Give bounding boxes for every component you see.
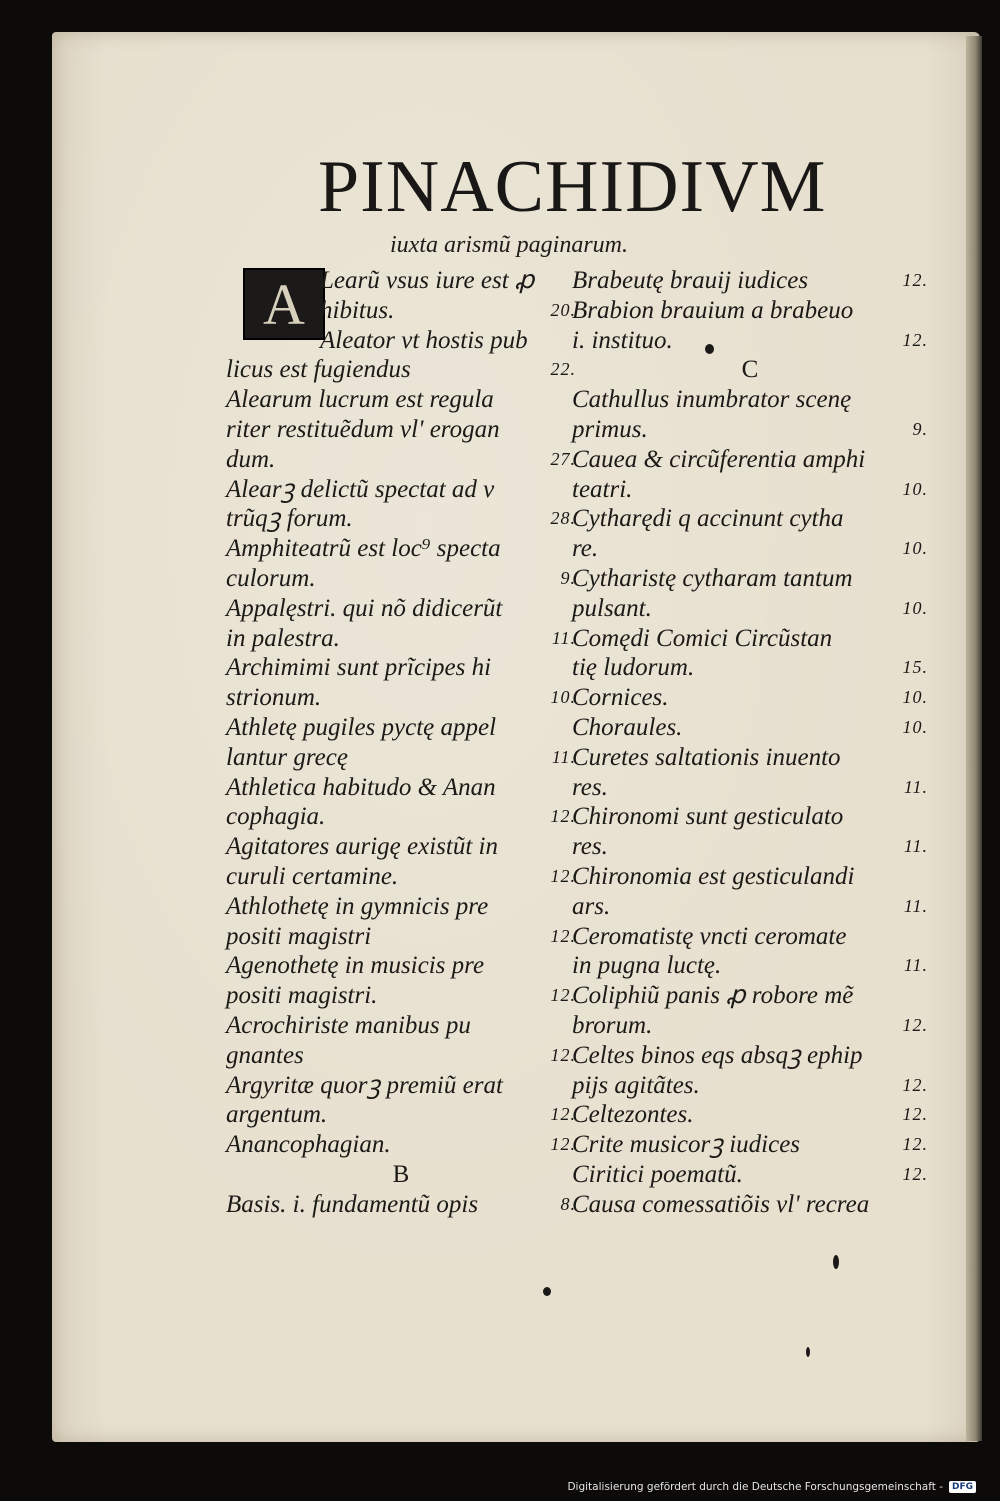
index-entry-text: riter restituẽdum vl' erogan	[226, 415, 500, 443]
page-number: 15.	[902, 657, 928, 678]
page-number: 27.	[550, 448, 576, 469]
index-entry-text: lantur grecę	[226, 743, 348, 771]
index-line	[226, 266, 576, 296]
index-line	[226, 1100, 576, 1130]
index-entry-text: Cytharędi q accinunt cytha	[572, 505, 844, 533]
index-entry-text: B	[392, 1160, 410, 1188]
page-number: 11.	[903, 955, 928, 976]
page-number: 10.	[902, 597, 928, 618]
page-subtitle: iuxta arismũ paginarum.	[390, 232, 629, 258]
index-entry-text: re.	[572, 535, 599, 563]
index-line	[226, 355, 576, 385]
page-number: 28.	[550, 508, 576, 529]
index-line	[226, 951, 576, 981]
page-number: 10.	[902, 478, 928, 499]
index-entry-text: Ciritici poematũ.	[572, 1160, 743, 1188]
page-number: 22.	[550, 359, 576, 380]
index-line	[572, 266, 928, 296]
ink-spot	[806, 1347, 810, 1357]
index-entry-text: Cauea & circũferentia amphi	[572, 445, 866, 473]
index-entry-text: res.	[572, 833, 608, 861]
index-entry-text: pijs agitãtes.	[572, 1071, 700, 1099]
index-line	[226, 713, 576, 743]
ink-spot	[705, 344, 714, 354]
index-entry-text: trũqꝫ forum.	[226, 505, 353, 533]
page-number: 12.	[550, 985, 576, 1006]
index-entry-text: Celtezontes.	[572, 1101, 694, 1129]
page-number: 12.	[550, 806, 576, 827]
index-column-right	[572, 266, 928, 1220]
index-line	[572, 892, 928, 922]
index-column-left	[226, 266, 576, 1220]
index-line	[572, 981, 928, 1011]
index-line	[226, 1041, 576, 1071]
index-entry-text: Argyritæ quorꝫ premiũ erat	[226, 1071, 503, 1099]
index-line	[226, 445, 576, 475]
index-entry-text: strionum.	[226, 684, 322, 712]
index-entry-text: Athletica habitudo & Anan	[226, 773, 496, 801]
index-entry-text: Aleator vt hostis pub	[320, 326, 528, 354]
index-entry-text: Brabeutę brauij iudices	[572, 267, 809, 294]
index-entry-text: positi magistri.	[226, 982, 378, 1010]
index-line	[226, 534, 576, 564]
index-entry-text: Cathullus inumbrator scenę	[572, 386, 852, 414]
page-number: 12.	[902, 1074, 928, 1095]
ink-spot	[543, 1287, 551, 1296]
index-line	[226, 326, 576, 356]
index-line	[226, 624, 576, 654]
index-entry-text: brorum.	[572, 1011, 653, 1039]
index-line	[226, 892, 576, 922]
index-entry-text: primus.	[572, 415, 648, 443]
page-number: 11.	[551, 627, 576, 648]
index-line	[572, 653, 928, 683]
page-number: 12.	[902, 1014, 928, 1035]
index-entry-text: gnantes	[226, 1041, 304, 1069]
page-title: PINACHIDIVM	[318, 146, 827, 228]
page-number: 12.	[902, 329, 928, 350]
index-line	[226, 981, 576, 1011]
index-line	[572, 1190, 928, 1220]
index-line	[572, 594, 928, 624]
index-entry-text: C	[741, 356, 759, 384]
page-number: 9.	[560, 567, 576, 588]
index-line	[572, 832, 928, 862]
index-entry-text: Amphiteatrũ est loc⁹ specta	[226, 535, 501, 563]
index-line	[572, 683, 928, 713]
index-entry-text: Celtes binos eqs absqꝫ ephip	[572, 1041, 863, 1069]
index-entry-text: Anancophagian.	[226, 1131, 391, 1159]
index-entry-text: Coliphiũ panis ꝓ robore mẽ	[572, 982, 854, 1010]
page-number: 11.	[551, 746, 576, 767]
index-line	[572, 802, 928, 832]
index-line	[572, 475, 928, 505]
dfg-logo: DFG	[949, 1481, 976, 1493]
index-entry-text: res.	[572, 773, 608, 801]
footer-text: Digitalisierung gefördert durch die Deutsche Forschungsgemeinschaft -	[567, 1481, 943, 1493]
index-line	[572, 1160, 928, 1190]
page-number: 12.	[902, 1163, 928, 1184]
index-entry-text: Archimimi sunt prĩcipes hi	[226, 654, 492, 682]
page-number: 10.	[902, 687, 928, 708]
index-line	[226, 504, 576, 534]
page-number: 12.	[902, 270, 928, 290]
index-entry-text: Curetes saltationis inuento	[572, 743, 841, 771]
index-entry-text: Alearum lucrum est regula	[226, 386, 494, 414]
index-line	[226, 475, 576, 505]
index-line	[226, 1011, 576, 1041]
index-entry-text: teatri.	[572, 475, 633, 503]
page-number: 12.	[550, 925, 576, 946]
index-entry-text: culorum.	[226, 564, 316, 592]
index-line	[226, 802, 576, 832]
index-letter-heading	[226, 1160, 576, 1190]
index-entry-text: Causa comessatiõis vl' recrea	[572, 1190, 870, 1218]
index-line	[572, 385, 928, 415]
index-entry-text: in palestra.	[226, 624, 340, 652]
page-number: 20.	[550, 299, 576, 320]
page-number: 12.	[550, 1104, 576, 1125]
index-line	[572, 1041, 928, 1071]
index-entry-text: Basis. i. fundamentũ opis	[226, 1190, 479, 1218]
index-entry-text: positi magistri	[226, 922, 372, 950]
index-line	[226, 564, 576, 594]
page-number: 12.	[550, 865, 576, 886]
index-entry-text: Chironomia est gesticulandi	[572, 862, 855, 890]
page-number: 11.	[903, 836, 928, 857]
index-line	[572, 564, 928, 594]
page-number: 10.	[550, 687, 576, 708]
index-line	[226, 296, 576, 326]
page-number: 10.	[902, 538, 928, 559]
index-entry-text: Ceromatistę vncti ceromate	[572, 922, 847, 950]
index-entry-text: licus est fugiendus	[226, 356, 411, 384]
index-line	[226, 773, 576, 803]
index-line	[226, 1130, 576, 1160]
index-line	[226, 1190, 576, 1220]
index-entry-text: Athlothetę in gymnicis pre	[226, 892, 489, 920]
index-line	[572, 951, 928, 981]
ink-spot	[833, 1255, 839, 1269]
index-entry-text: curuli certamine.	[226, 862, 399, 890]
index-entry-text: ars.	[572, 892, 611, 920]
index-line	[572, 1130, 928, 1160]
index-entry-text: cophagia.	[226, 803, 326, 831]
index-entry-text: i. instituo.	[572, 326, 673, 354]
index-line	[572, 445, 928, 475]
index-line	[226, 862, 576, 892]
page-number: 12.	[550, 1134, 576, 1155]
index-entry-text: argentum.	[226, 1101, 328, 1129]
index-entry-text: Cytharistę cytharam tantum	[572, 564, 853, 592]
index-entry-text: tię ludorum.	[572, 654, 695, 682]
index-line	[572, 415, 928, 445]
index-line	[572, 773, 928, 803]
page-number: 12.	[902, 1104, 928, 1125]
index-entry-text: Chironomi sunt gesticulato	[572, 803, 844, 831]
index-line	[226, 743, 576, 773]
index-entry-text: Learũ vsus iure est ꝓ	[320, 267, 535, 294]
index-entry-text: hibitus.	[320, 296, 395, 324]
index-line	[226, 594, 576, 624]
page-number: 10.	[902, 716, 928, 737]
index-entry-text: Athletę pugiles pyctę appel	[226, 713, 497, 741]
index-entry-text: pulsant.	[572, 594, 652, 622]
index-letter-heading	[572, 355, 928, 385]
index-line	[572, 534, 928, 564]
index-entry-text: Brabion brauium a brabeuo	[572, 296, 854, 324]
index-entry-text: dum.	[226, 445, 276, 473]
page-number: 12.	[550, 1044, 576, 1065]
index-entry-text: Cornices.	[572, 684, 669, 712]
index-line	[226, 832, 576, 862]
page-edge	[966, 36, 982, 1441]
index-line	[572, 922, 928, 952]
index-line	[572, 504, 928, 534]
index-line	[572, 1011, 928, 1041]
footer-bar	[0, 1473, 1000, 1501]
decorated-initial: A	[243, 268, 325, 340]
index-line	[226, 415, 576, 445]
index-line	[226, 922, 576, 952]
index-line	[226, 1071, 576, 1101]
index-entry-text: Choraules.	[572, 713, 683, 741]
page-number: 9.	[912, 418, 928, 439]
index-line	[572, 743, 928, 773]
index-line	[226, 683, 576, 713]
index-entry-text: Alearꝫ delictũ spectat ad v	[226, 475, 495, 503]
index-entry-text: Comędi Comici Circũstan	[572, 624, 833, 652]
page-number: 11.	[903, 895, 928, 916]
index-entry-text: Acrochiriste manibus pu	[226, 1011, 471, 1039]
index-line	[572, 296, 928, 326]
index-line	[226, 385, 576, 415]
index-line	[572, 326, 928, 356]
index-line	[572, 713, 928, 743]
index-line	[572, 1071, 928, 1101]
page-number: 12.	[902, 1134, 928, 1155]
index-line	[226, 653, 576, 683]
index-entry-text: Crite musicorꝫ iudices	[572, 1131, 801, 1159]
index-entry-text: Agenothetę in musicis pre	[226, 952, 485, 980]
index-line	[572, 862, 928, 892]
page-number: 8.	[560, 1193, 576, 1214]
index-entry-text: Appalęstri. qui nõ didicerũt	[226, 594, 503, 622]
index-line	[572, 1100, 928, 1130]
index-line	[572, 624, 928, 654]
index-entry-text: Agitatores aurigę existũt in	[226, 833, 498, 861]
page-number: 11.	[903, 776, 928, 797]
index-entry-text: in pugna luctę.	[572, 952, 722, 980]
